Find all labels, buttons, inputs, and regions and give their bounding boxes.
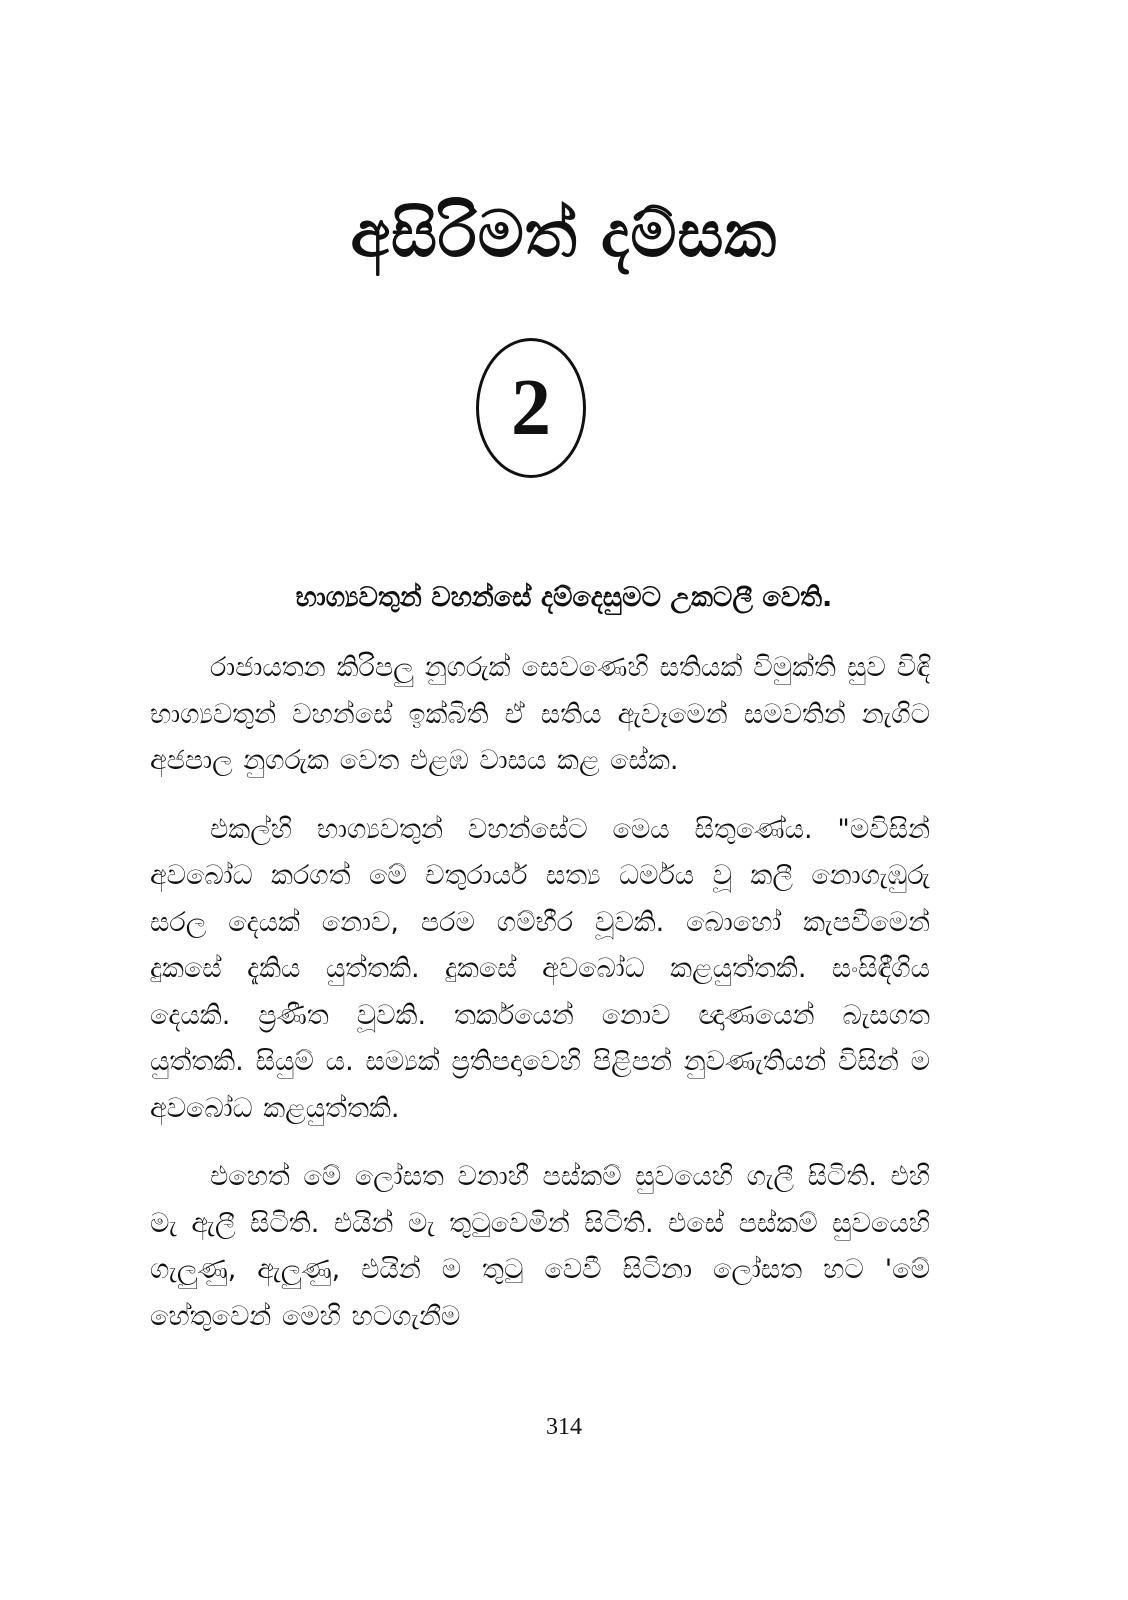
book-title: අසිරිමත් දම්සක <box>350 198 778 272</box>
body-text <box>150 645 930 1362</box>
section-heading: භාග්‍යවතුන් වහන්සේ දම්දෙසුමට උකටලී වෙති. <box>295 582 833 613</box>
chapter-number-oval <box>476 338 586 478</box>
page-number: 314 <box>546 1414 582 1440</box>
paragraph-2: එකල්හි භාග්‍යවතුන් වහන්සේට මෙය සිතුණේය. "මවිසින් අවබෝධ කරගත් මේ චතුරාර්ය සත්‍ය ධර්මය වූ කලී නොගැඹුරු සරල දෙයක් නොව, පරම ගම්භීර වූවකි. බොහෝ කැපවීමෙන් දුකසේ දැකිය යුත්තකි. දුකසේ අවබෝධ කළයුත්තකි. සංසිඳීගිය දෙයකි. ප්‍රණීත වූවකි. තර්කයෙන් නොව ඥාණයෙන් බැසගත යුත්තකි. සියුම් ය. සම්‍යක් ප්‍රතිපදාවෙහි පිළිපන් නුවණැතියන් විසින් ම අවබෝධ කළයුත්තකි. <box>150 813 930 1124</box>
chapter-number: 2 <box>511 364 551 452</box>
paragraph-3: එහෙත් මේ ලෝසත වනාහී පස්කම් සුවයෙහි ගැලී සිටිති. එහි මැ ඇලී සිටිති. එයින් මැ තුටුවෙමින් සිටිති. එසේ පස්කම් සුවයෙහි ගැලුණු, ඇලුණු, එයින් ම තුටු වෙවී සිටිනා ලෝසත හට 'මේ හේතුවෙන් මෙහි හටගැනීම <box>150 1161 930 1332</box>
paragraph-1: රාජායතන කිරිපලු නුගරුක් සෙවණෙහි සතියක් විමුක්ති සුව විඳි භාග්‍යවතුන් වහන්සේ ඉක්බිති ඒ සතිය ඇවෑමෙන් සමවතින් නැගිට අජපාල නුගරුක වෙත එළඹ වාසය කළ සේක. <box>150 652 930 776</box>
